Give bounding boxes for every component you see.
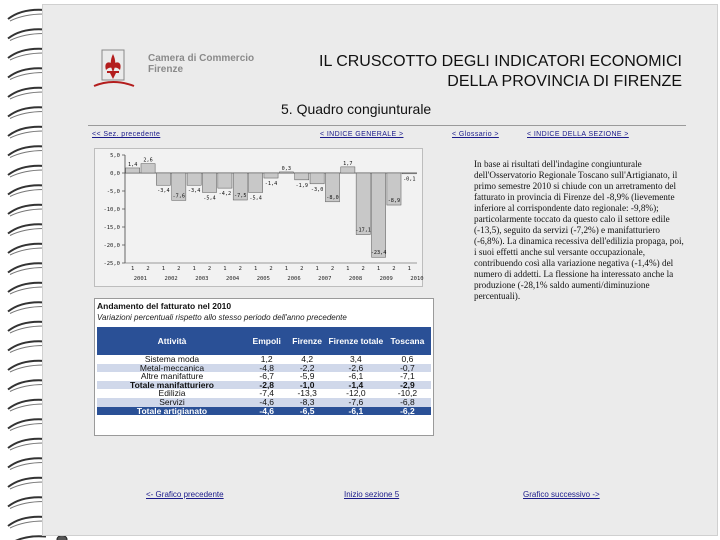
x-half-label: 1 [161,266,166,272]
chamber-name-line1: Camera di Commercio [148,53,255,64]
cell-value: -2,2 [286,364,327,373]
bar [402,173,416,174]
cell-value: -2,9 [384,381,431,390]
bar-value-label: 2,6 [143,157,153,164]
cell-value: -4,8 [247,364,286,373]
cell-value: -2,8 [247,381,286,390]
x-half-label: 1 [346,266,350,272]
prev-chart-link[interactable]: <- Grafico precedente [146,490,224,499]
cell-value: 3,4 [349,354,362,364]
y-tick-label: -15,0 [103,225,120,231]
bar [141,164,155,173]
cell-value: -0,7 [384,364,431,373]
bar [372,173,386,257]
cell-value: -6,1 [348,371,364,382]
florence-lily-logo-icon [88,42,144,92]
x-year-label: 2003 [195,276,209,282]
bar [295,173,309,180]
page-title-line2: DELLA PROVINCIA DI FIRENZE [447,73,682,90]
table-subtitle: Variazioni percentuali rispetto allo stesso periodo dell'anno precedente [97,313,347,322]
cell-value: -1,0 [286,381,327,390]
x-half-label: 1 [192,266,196,272]
revenue-table-panel [94,298,434,436]
x-year-label: 2010 [410,276,424,282]
page-title [250,52,682,92]
cell-value: -7,4 [259,388,275,399]
x-year-label: 2004 [225,276,240,282]
cell-activity: Metal-meccanica [97,364,247,373]
bar [156,173,170,185]
header-firenze-totale: Firenze totale [328,327,384,355]
chamber-name [148,53,254,75]
y-tick-label: -10,0 [103,207,120,213]
bar-value-label: -5,4 [249,195,262,202]
x-half-label: 1 [131,266,135,272]
cell-value: -10,2 [397,388,418,399]
bar-value-label: 1,7 [343,160,353,167]
y-tick-label: 5,0 [110,153,120,159]
cell-activity: Edilizia [158,388,186,399]
prev-section-link[interactable]: << Sez. precedente [92,131,161,138]
bar-value-label: 1,4 [127,161,138,168]
x-half-label: 1 [284,266,289,272]
cell-value: -1,4 [328,381,384,390]
bar-value-label: -7,6 [172,193,186,200]
section-subtitle: 5. Quadro congiunturale [281,101,432,117]
bar [310,173,324,184]
x-half-label: 2 [361,266,365,272]
cell-value: -12,0 [346,388,366,399]
bar-value-label: -8,0 [326,194,339,201]
cell-activity: Servizi [97,398,247,407]
header-activity: Attività [97,327,247,355]
cell-value: -4,6 [247,407,286,416]
cell-value: 0,6 [401,354,414,364]
x-year-label: 2002 [164,276,178,282]
x-half-label: 2 [207,266,212,272]
cell-value: -13,3 [297,388,317,399]
revenue-bar-chart [94,148,423,287]
bar [279,172,293,173]
x-half-label: 2 [177,266,181,272]
spiral-ring [8,536,67,540]
bar [126,168,140,173]
bar-value-label: -5,4 [203,195,216,202]
cell-activity: Sistema moda [144,354,200,364]
chamber-name-line2: Firenze [148,64,184,75]
cell-value: -7,1 [400,371,415,382]
y-tick-label: -20,0 [103,243,120,249]
cell-activity: Altre manifatture [140,371,204,382]
cell-value: -5,9 [299,371,315,382]
glossary-link[interactable]: < Glossario > [452,131,499,138]
bar-value-label: -23,4 [370,250,387,257]
section-start-link[interactable]: Inizio sezione 5 [344,490,400,499]
cell-value: 4,2 [301,354,314,364]
cell-value: -6,8 [384,398,431,407]
y-tick-label: 0,0 [110,171,120,177]
x-year-label: 2009 [379,276,393,282]
cell-value: -6,2 [384,407,431,416]
bar-value-label: -4,2 [218,191,232,198]
header-toscana: Toscana [384,327,431,355]
cell-value: -2,6 [328,364,384,373]
x-year-label: 2005 [256,276,270,282]
x-half-label: 2 [392,266,396,272]
x-year-label: 2007 [318,276,332,282]
x-half-label: 2 [300,266,304,272]
bar-value-label: 0,3 [281,165,292,172]
cell-activity: Totale artigianato [97,407,247,416]
cell-value: -8,3 [286,398,327,407]
table-row [97,407,431,416]
bar [249,173,263,192]
bar [264,173,278,178]
bar-value-label: -7,5 [234,193,247,199]
chart-svg [95,149,424,288]
table-title: Andamento del fatturato nel 2010 [97,301,232,311]
cell-value: -4,6 [247,398,286,407]
bar [187,173,201,185]
revenue-table [97,327,431,415]
y-tick-label: -25,0 [103,261,120,267]
cell-value: -6,5 [286,407,327,416]
bar-value-label: -1,4 [264,181,278,188]
cell-activity: Totale manifatturiero [97,381,247,390]
general-index-link[interactable]: < INDICE GENERALE > [320,131,404,138]
x-half-label: 1 [315,266,319,272]
x-half-label: 2 [269,266,273,272]
section-index-link[interactable]: < INDICE DELLA SEZIONE > [527,131,629,138]
bar-value-label: -8,9 [387,198,401,205]
bar [356,173,370,235]
bar-value-label: -17,1 [355,227,372,234]
x-half-label: 2 [330,266,335,272]
next-chart-link[interactable]: Grafico successivo -> [523,490,600,499]
cell-value: -6,7 [259,371,275,382]
bar-value-label: -0,1 [403,176,416,183]
bar [341,167,355,173]
x-half-label: 1 [253,266,258,272]
bar-value-label: -1,9 [295,182,308,189]
x-year-label: 2006 [287,276,301,282]
page-title-line1: IL CRUSCOTTO DEGLI INDICATORI ECONOMICI [319,53,682,70]
x-half-label: 2 [238,266,242,272]
x-half-label: 1 [376,266,381,272]
header-divider [88,125,686,126]
bar [202,173,216,192]
cell-value: -6,1 [328,407,384,416]
x-year-label: 2001 [133,276,147,282]
y-tick-label: -5,0 [106,189,120,195]
table-header-row [97,327,431,355]
x-half-label: 2 [146,266,150,272]
bar [218,173,232,188]
bar-value-label: -3,4 [187,188,201,195]
cell-value: 1,2 [260,354,273,364]
x-half-label: 1 [407,266,411,272]
header-empoli: Empoli [247,327,286,355]
bar-value-label: -3,0 [310,186,324,193]
cell-value: -7,6 [328,398,384,407]
header-firenze: Firenze [286,327,327,355]
analysis-paragraph: In base ai risultati dell'indagine congiunturale dell'Osservatorio Regionale Toscano sull'Artigianato, il primo semestre 2010 si chiude con un arretramento del fatturato in provincia di Firenze del -8,9% (lievemente inferiore al corrispondente dato regionale: -9,8%); particolarmente toccato da questo calo il settore edile (-13,5), seguito da servizi (-7,2%) e manifatturiero (-6,8%). La dinamica recessiva dell'edilizia propaga, poi, i suoi effetti anche sul versante occupazionale, contribuendo così alla variazione negativa (-1,4%) del numero di addetti. La flessione ha interessato anche la produzione (-28,1% saldo aumenti/diminuzione percentuali). [474,159,684,301]
bar-value-label: -3,4 [157,188,170,195]
x-half-label: 1 [223,266,227,272]
x-year-label: 2008 [348,276,363,282]
